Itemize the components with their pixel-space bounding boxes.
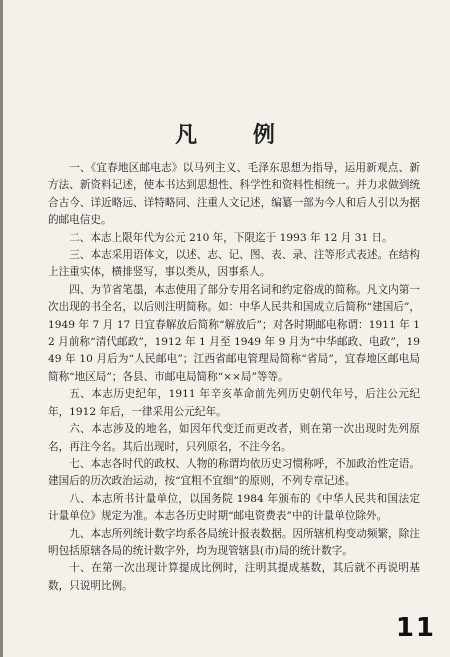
paragraph-4: 四、为节省笔墨，本志使用了部分专用名词和约定俗成的简称。凡文内第一次出现的书全名，以后则注明简称。如：中华人民共和国成立后简称“建国后”，1949 年 7 月 17 日宜春解放后简称“解放后”；对各时期邮电称谓：1911 年 12 月前称“清代邮政”，1912 年 1 月至 1949 年 9 月为“中华邮政、电政”，1949 年 10 月后为“人民邮电”；江西省邮电管理局简称“省局”，宜春地区邮电局简称“地区局”；各县、市邮电局简称“××局”等等。 — [48, 283, 420, 383]
paragraph-6: 六、本志涉及的地名，如因年代变迁而更改者，则在第一次出现时先列原名，再注今名。其后出现时，只列原名，不注今名。 — [48, 423, 420, 453]
page-number: 11 — [395, 613, 436, 643]
page-title: 凡 例 — [175, 122, 299, 148]
paragraph-8: 八、本志所书计量单位，以国务院 1984 年颁布的《中华人民共和国法定计量单位》规定为准。本志各历史时期“邮电资费表”中的计量单位除外。 — [48, 492, 420, 523]
body-text — [48, 160, 420, 595]
paragraph-10: 十、在第一次出现计算提成比例时，注明其提成基数，其后就不再说明基数，只说明比例。 — [48, 562, 420, 592]
scan-edge — [0, 0, 3, 657]
paragraph-5: 五、本志历史纪年，1911 年辛亥革命前先列历史朝代年号，后注公元纪年，1912 年后，一律采用公元纪年。 — [48, 388, 420, 418]
paragraph-1: 一、《宜春地区邮电志》以马列主义、毛泽东思想为指导，运用新观点、新方法、新资料记述，使本书达到思想性、科学性和资料性相统一。并力求做到统合古今、详近略远、详特略同、注重人文记述，编纂一部为今人和后人引以为据的邮电信史。 — [48, 162, 420, 227]
paragraph-3: 三、本志采用语体文，以述、志、记、图、表、录、注等形式表述。在结构上注重实体，横排竖写，事以类从，因事系人。 — [48, 249, 420, 279]
paragraph-2: 二、本志上限年代为公元 210 年，下限迄于 1993 年 12 月 31 日。 — [69, 231, 393, 244]
paragraph-7: 七、本志各时代的政权、人物的称谓均依历史习惯称呼，不加政治性定语。建国后的历次政治运动，按“宜粗不宜细”的原则，不列专章记述。 — [48, 457, 420, 488]
paragraph-9: 九、本志所列统计数字均系各局统计报表数据。因所辖机构变动频繁，除注明包括原辖各局的统计数字外，均为现管辖县(市)局的统计数字。 — [48, 527, 420, 557]
